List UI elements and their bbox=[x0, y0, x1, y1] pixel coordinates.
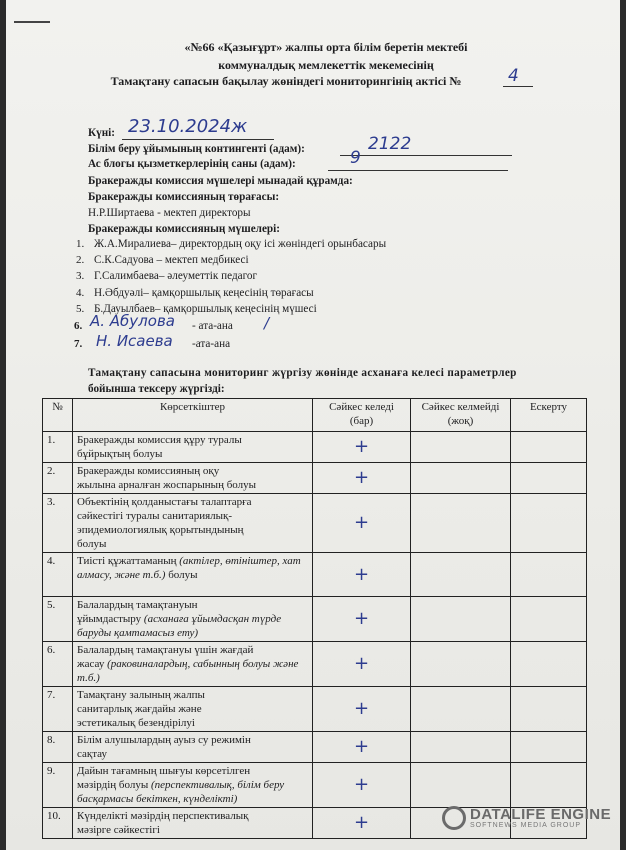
document-page bbox=[6, 0, 620, 850]
nomatch-cell bbox=[411, 597, 511, 642]
nomatch-cell bbox=[411, 687, 511, 732]
row-number: 1. bbox=[43, 432, 73, 463]
row-number: 9. bbox=[43, 763, 73, 808]
table-row bbox=[43, 553, 587, 597]
note-cell bbox=[511, 763, 587, 808]
header-line-3: Тамақтану сапасын бақылау жөніндегі мониторингінің актісі № bbox=[110, 74, 462, 88]
match-mark: + bbox=[313, 597, 411, 642]
row-indicator: Балалардың тамақтануын ұйымдастыру (асханаға ұйымдасқан түрде баруды қамтамасыз ету) bbox=[73, 597, 313, 642]
match-mark: + bbox=[313, 553, 411, 597]
member-number: 1. bbox=[76, 238, 85, 250]
parent-signature: Н. Исаева bbox=[96, 332, 173, 350]
intro-line-2: бойынша тексеру жүргізді: bbox=[88, 383, 225, 395]
watermark-sub: SOFTNEWS MEDIA GROUP bbox=[470, 821, 582, 829]
row-number: 3. bbox=[43, 494, 73, 553]
nomatch-cell bbox=[411, 732, 511, 763]
row-indicator: Тиісті құжаттаманың (актілер, өтініштер, хат алмасу, және т.б.) болуы bbox=[73, 553, 313, 597]
member-number: 4. bbox=[76, 287, 85, 299]
row-indicator: Күнделікті мәзірдің перспективалық мәзірге сәйкестігі bbox=[73, 808, 313, 839]
match-mark: + bbox=[313, 432, 411, 463]
match-mark: + bbox=[313, 494, 411, 553]
table-row bbox=[43, 494, 587, 553]
date-label: Күні: bbox=[88, 127, 115, 139]
corner-dash bbox=[14, 21, 50, 23]
col-number-header: № bbox=[43, 399, 73, 432]
col-match-header: Сәйкес келеді (бар) bbox=[313, 399, 411, 432]
col-note-header: Ескерту bbox=[511, 399, 587, 432]
table-row bbox=[43, 463, 587, 494]
staff-label: Ас блогы қызметкерлерінің саны (адам): bbox=[88, 158, 296, 170]
row-number: 10. bbox=[43, 808, 73, 839]
parent-role: - ата-ана bbox=[192, 320, 233, 332]
parent-role: -ата-ана bbox=[192, 338, 231, 350]
note-cell bbox=[511, 732, 587, 763]
header-line-2: коммуналдық мемлекеттік мекемесінің bbox=[218, 58, 434, 72]
watermark-logo-icon bbox=[442, 806, 466, 830]
row-indicator: Дайын тағамның шығуы көрсетілген мәзірдің болуы (перспективалық, білім беру басқармасы бекіткен, күнделікті) bbox=[73, 763, 313, 808]
row-indicator: Білім алушылардың ауыз су режимін сақтау bbox=[73, 732, 313, 763]
nomatch-cell bbox=[411, 553, 511, 597]
contingent-label: Білім беру ұйымының контингенті (адам): bbox=[88, 143, 305, 155]
member-item: Г.Салимбаева– әлеуметтік педагог bbox=[94, 270, 258, 282]
nomatch-cell bbox=[411, 463, 511, 494]
match-mark: + bbox=[313, 463, 411, 494]
table-row bbox=[43, 597, 587, 642]
member-item: С.К.Садуова – мектеп медбикесі bbox=[94, 254, 249, 266]
table-header-row bbox=[43, 399, 587, 432]
parent-signature: А. Абулова bbox=[90, 312, 175, 330]
note-cell bbox=[511, 432, 587, 463]
match-mark: + bbox=[313, 642, 411, 687]
note-cell bbox=[511, 642, 587, 687]
table-row bbox=[43, 642, 587, 687]
row-number: 4. bbox=[43, 553, 73, 597]
act-number-underline bbox=[503, 86, 533, 87]
parent-number: 6. bbox=[74, 320, 83, 332]
match-mark: + bbox=[313, 763, 411, 808]
member-number: 5. bbox=[76, 303, 85, 315]
nomatch-cell bbox=[411, 642, 511, 687]
match-mark: + bbox=[313, 808, 411, 839]
note-cell bbox=[511, 687, 587, 732]
members-heading: Бракеражды комиссияның мүшелері: bbox=[88, 223, 280, 235]
row-number: 8. bbox=[43, 732, 73, 763]
nomatch-cell bbox=[411, 432, 511, 463]
date-underline bbox=[122, 139, 274, 140]
row-number: 5. bbox=[43, 597, 73, 642]
composition-heading: Бракеражды комиссия мүшелері мынадай құрамда: bbox=[88, 175, 353, 187]
nomatch-cell bbox=[411, 763, 511, 808]
table-row bbox=[43, 687, 587, 732]
table-row bbox=[43, 432, 587, 463]
row-indicator: Бракеражды комиссияның оқу жылына арналған жоспарының болуы bbox=[73, 463, 313, 494]
date-value: 23.10.2024ж bbox=[128, 116, 248, 137]
header-line-1: «№66 «Қазығұрт» жалпы орта білім беретін мектебі bbox=[184, 40, 468, 54]
staff-underline bbox=[328, 170, 508, 171]
member-item: Ж.А.Миралиева– директордың оқу ісі жөніндегі орынбасары bbox=[94, 238, 387, 250]
intro-line-1: Тамақтану сапасына мониторинг жүргізу жөнінде асханаға келесі параметрлер bbox=[88, 367, 517, 379]
table-body bbox=[43, 432, 587, 839]
contingent-underline bbox=[340, 155, 512, 156]
monitoring-table bbox=[42, 398, 587, 839]
match-mark: + bbox=[313, 687, 411, 732]
table-row bbox=[43, 732, 587, 763]
row-number: 6. bbox=[43, 642, 73, 687]
table-row bbox=[43, 763, 587, 808]
staff-value: 9 bbox=[350, 148, 361, 168]
row-indicator: Бракеражды комиссия құру туралы бұйрықтың болуы bbox=[73, 432, 313, 463]
member-item: Б.Дауылбаев– қамқоршылық кеңесінің мүшесі bbox=[94, 303, 317, 315]
act-number: 4 bbox=[508, 66, 519, 86]
chair-name: Н.Р.Ширтаева - мектеп директоры bbox=[88, 207, 251, 219]
member-number: 2. bbox=[76, 254, 85, 266]
note-cell bbox=[511, 463, 587, 494]
watermark-brand: DATALIFE ENGINE bbox=[470, 805, 612, 823]
parent-number: 7. bbox=[74, 338, 83, 350]
parent-mark: / bbox=[264, 314, 270, 332]
row-indicator: Балалардың тамақтануы үшін жағдай жасау (раковиналардың, сабынның болуы және т.б.) bbox=[73, 642, 313, 687]
row-indicator: Тамақтану залының жалпы санитарлық жағдайы және эстетикалық безендірілуі bbox=[73, 687, 313, 732]
note-cell bbox=[511, 553, 587, 597]
row-indicator: Объектінің қолданыстағы талаптарға сәйкестігі туралы санитариялық- эпидемиологиялық қорытындының болуы bbox=[73, 494, 313, 553]
row-number: 2. bbox=[43, 463, 73, 494]
col-nomatch-header: Сәйкес келмейді (жоқ) bbox=[411, 399, 511, 432]
contingent-value: 2122 bbox=[368, 134, 412, 154]
member-item: Н.Әбдуәлі– қамқоршылық кеңесінің төрағасы bbox=[94, 287, 314, 299]
watermark bbox=[442, 806, 611, 830]
chair-heading: Бракеражды комиссияның төрағасы: bbox=[88, 191, 280, 203]
row-number: 7. bbox=[43, 687, 73, 732]
col-indicators-header: Көрсеткіштер bbox=[73, 399, 313, 432]
note-cell bbox=[511, 494, 587, 553]
note-cell bbox=[511, 597, 587, 642]
match-mark: + bbox=[313, 732, 411, 763]
member-number: 3. bbox=[76, 270, 85, 282]
nomatch-cell bbox=[411, 494, 511, 553]
